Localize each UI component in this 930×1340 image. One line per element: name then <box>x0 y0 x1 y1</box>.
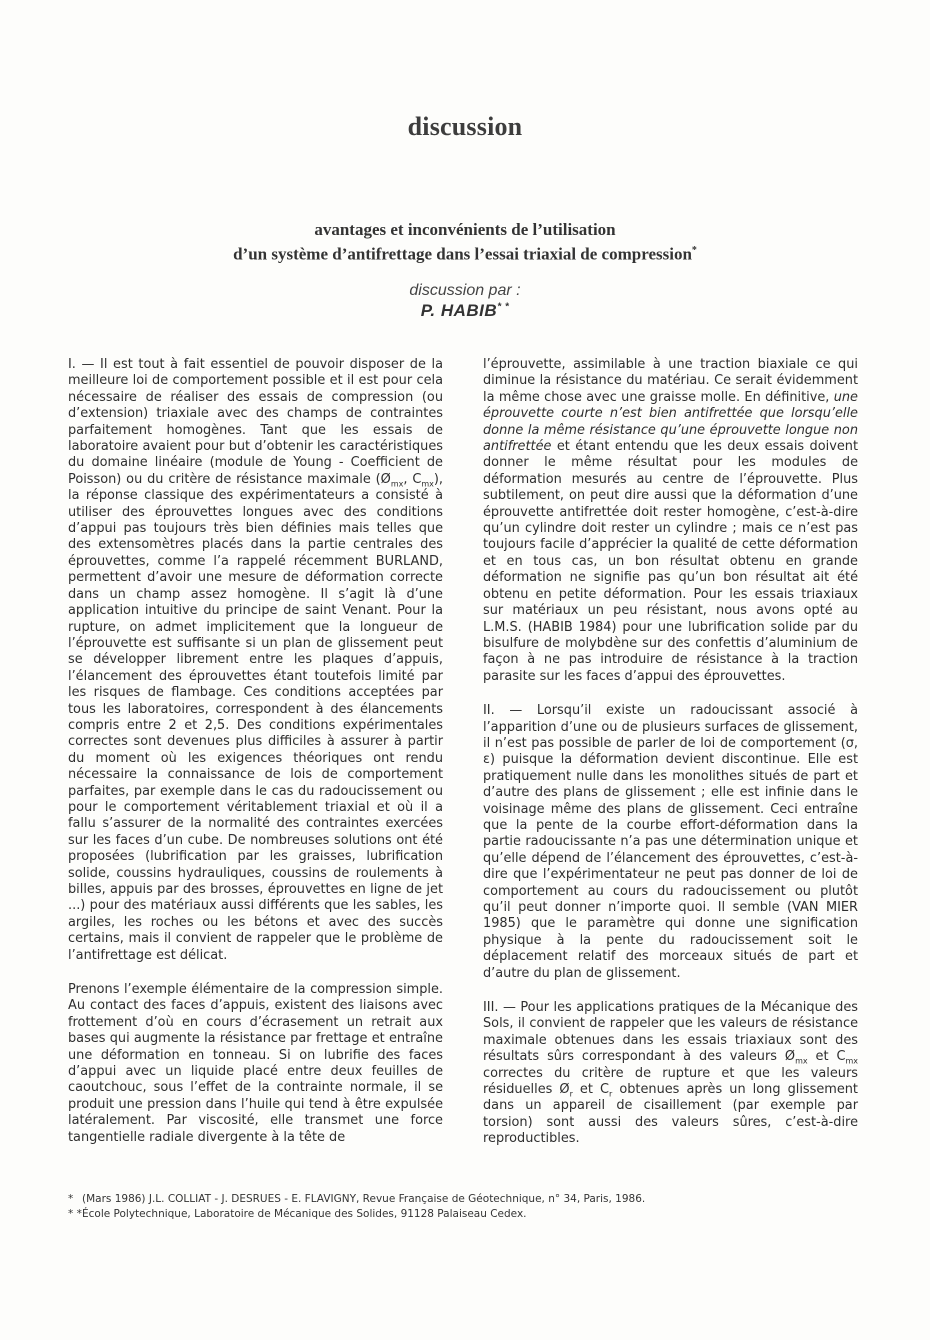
title-footnote-mark: * <box>691 245 697 256</box>
paragraph-text: III. — Pour les applications pratiques de la Mécanique des Sols, il convient de rappeler que les valeurs de résistance maximale obtenues dans les essais triaxiaux sont des résultats sûrs correspondant à des valeurs Ø <box>483 1000 858 1065</box>
paragraph-text: , C <box>403 471 422 487</box>
paragraph-text: l’éprouvette, assimilable à une traction biaxiale ce qui diminue la résistance du matériau. Ce serait évidemment la même chose avec une graisse molle. En définitive, <box>483 357 858 405</box>
footnote-2 <box>68 1207 868 1222</box>
footnote-mark: * <box>68 1193 74 1205</box>
paragraph-text: obtenues après un long glissement dans un appareil de cisaillement (par exemple par torsion) sont aussi des valeurs sûres, c’est-à-dire reproductibles. <box>483 1082 858 1147</box>
footnote-1 <box>68 1192 868 1207</box>
paragraph-text: correctes du critère de rupture et que les valeurs résiduelles Ø <box>483 1065 858 1098</box>
article-title <box>0 219 930 265</box>
paragraph-text: et étant entendu que les deux essais doivent donner le même résultat pour les modules de déformation mesurés au centre de l’éprouvette. Plus subtilement, on peut dire aussi que la déformation d’une éprouvette antifrettée doit rester homogène, c’est-à-dire qu’un cylindre doit rester un cylindre ; mais ce n’est pas toujours facile d’apprécier la qualité de cette déformation et en tous cas, un bon résultat obtenu en grande déformation ne signifie pas qu’un bon résultat ait été obtenu en petite déformation. Pour les essais triaxiaux sur matériaux un peu résistant, nous avons opté au L.M.S. (HABIB 1984) pour une lubrification solide par du bisulfure de molybdène sur des confettis d’aluminium de façon à ne pas introduire de résistance à la traction parasite sur les faces d’appui des éprouvettes. <box>483 439 858 684</box>
subscript: mx <box>421 479 434 489</box>
paragraph-3 <box>483 357 858 685</box>
byline: discussion par : <box>409 282 521 299</box>
subscript: r <box>569 1089 573 1099</box>
right-column <box>483 357 858 1166</box>
paragraph-2: Prenons l’exemple élémentaire de la compression simple. Au contact des faces d’appuis, existent des liaisons avec frottement d’où en cours d’écrasement un retrait aux bases qui augmente la résistance par frettage et entraîne une déformation en tonneau. Si on lubrifie des faces d’appui avec un liquide placé entre deux feuilles de caoutchouc, sous l’effet de la contrainte normale, il se produit une pression dans l’huile qui tend à être expulsée latéralement. Par viscosité, elle transmet une force tangentielle radiale divergente à la tête de <box>68 982 443 1145</box>
footnote-text: (Mars 1986) J.L. COLLIAT - J. DESRUES - E. FLAVIGNY, Revue Française de Géotechnique, n° 34, Paris, 1986. <box>82 1193 646 1205</box>
emphasis-text: une éprouvette courte n’est bien antifrettée que lorsqu’elle donne la même résistance qu’une éprouvette longue non antifrettée <box>483 389 858 455</box>
section-heading: discussion <box>407 112 523 141</box>
subscript: mx <box>795 1056 808 1066</box>
author-footnote-mark: * * <box>497 301 510 313</box>
paragraph-text: I. — Il est tout à fait essentiel de pouvoir disposer de la meilleure loi de comportement possible et il est pour cela nécessaire de réaliser des essais de compression (ou d’extension) triaxiale avec des champs de contraintes parfaitement homogènes. Tant que les essais de laboratoire avaient pour but d’obtenir les caractéristiques du domaine linéaire (module de Young - Coefficient de Poisson) ou du critère de résistance maximale (Ø <box>68 357 443 487</box>
paragraph-text: et C <box>807 1049 846 1065</box>
left-column <box>68 357 443 1164</box>
subscript: mx <box>845 1056 858 1066</box>
article-title-line-1: avantages et inconvénients de l’utilisation <box>314 220 616 239</box>
article-title-line-2-text: d’un système d’antifrettage dans l’essai triaxial de compression <box>233 244 692 264</box>
footnote-text: École Polytechnique, Laboratoire de Mécanique des Solides, 91128 Palaiseau Cedex. <box>82 1208 527 1220</box>
paragraph-text: et C <box>572 1082 609 1098</box>
paragraph-5 <box>483 1000 858 1148</box>
article-title-line-2 <box>0 240 930 265</box>
footnote-mark: * * <box>68 1208 82 1220</box>
paragraph-4: II. — Lorsqu’il existe un radoucissant associé à l’apparition d’une ou de plusieurs surfaces de glissement, il n’est pas possible de parler de loi de comportement (σ, ε) puisque la déformation devient discontinue. Elle est pratiquement nulle dans les monolithes situés de part et d’autre des plans de glissement ; elle est infinie dans le voisinage même des plans de glissement. Ceci entraîne que la pente de la courbe effort-déformation dans la partie radoucissante n’a pas une détermination unique et qu’elle dépend de l’élancement des éprouvettes, c’est-à-dire que l’expérimentateur ne peut pas donner de loi de comportement au cours du radoucissement ou plutôt qu’il peut donner n’importe quoi. Il semble (VAN MIER 1985) que le paramètre qui donne une signification physique à la pente du radoucissement soit le déplacement relatif des morceaux situés de part et d’autre du plan de glissement. <box>483 703 858 981</box>
subscript: r <box>608 1089 613 1099</box>
author-name <box>0 301 930 321</box>
footnotes <box>68 1192 868 1222</box>
paragraph-1 <box>68 357 443 964</box>
subscript: mx <box>390 479 404 489</box>
author-name-text: P. HABIB <box>420 301 498 320</box>
paragraph-text: ), la réponse classique des expérimentateurs a consisté à utiliser des éprouvettes longues avec des conditions d’appui pas toujours très bien définies mais telles que des extensomètres placés dans la partie centrales des éprouvettes, comme l’a rappelé récemment BURLAND, permettent d’avoir une mesure de déformation correcte dans un champ assez homogène. Il s’agit là d’une application intuitive du principe de saint Venant. Pour la rupture, on admet implicitement que la longueur de l’éprouvette est suffisante si un plan de glissement peut se développer librement entre les plaques d’appuis, l’élancement des éprouvettes étant toutefois limité par les risques de flambage. Ces conditions acceptées par tous les laboratoires, correspondent à des élancements compris entre 2 et 2,5. Des conditions expérimentales correctes sont devenues plus difficiles à assurer à partir du moment où les exigences théoriques ont rendu nécessaire la connaissance de lois de comportement parfaites, par exemple dans le cas du radoucissement ou pour le comportement véritablement triaxial et où il a fallu s’assurer de la normalité des contraintes exercées sur les faces d’un cube. De nombreuses solutions ont été proposées (lubrification par les graisses, lubrification solide, coussins hydrauliques, coussins de roulements à billes, appuis par des brosses, éprouvettes en ligne de jet ...) pour des matériaux aussi différents que les sables, les argiles, les roches ou les bétons et avec des succès certains, mais il convient de rappeler que le problème de l’antifrettage est délicat. <box>68 471 443 963</box>
